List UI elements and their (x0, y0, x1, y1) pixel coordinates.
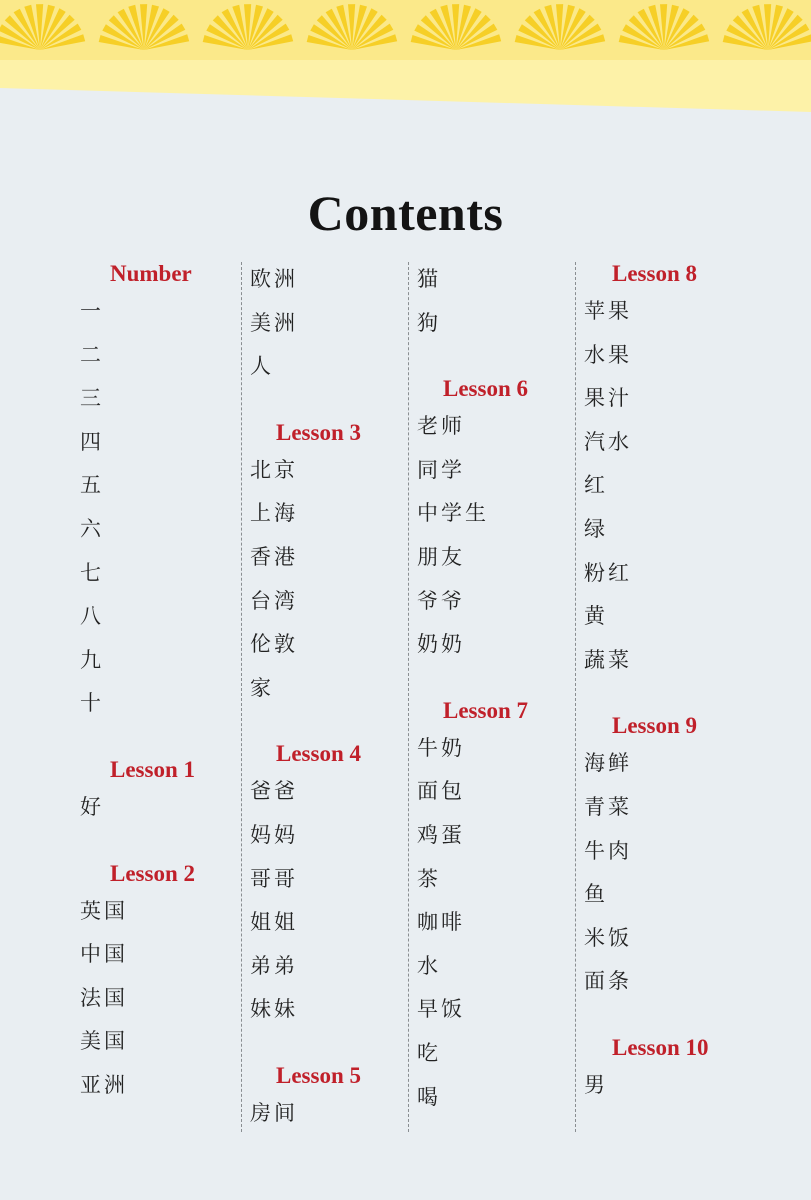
vocabulary-item: 水 (417, 953, 441, 978)
lesson-heading: Lesson 6 (443, 376, 528, 402)
section-gap (250, 389, 400, 417)
vocabulary-item: 水果 (584, 342, 632, 367)
vocabulary-item: 果汁 (584, 386, 632, 411)
vocabulary-item: 猫 (417, 267, 441, 291)
column-divider (241, 262, 242, 1132)
contents-column-3 (417, 258, 567, 1119)
vocabulary-item: 五 (80, 473, 104, 498)
vocabulary-item: 咖啡 (417, 910, 465, 935)
vocabulary-item: 红 (584, 473, 608, 498)
vocabulary-item: 海鲜 (584, 751, 632, 776)
vocabulary-item: 北京 (250, 457, 298, 482)
vocabulary-item: 蔬菜 (584, 647, 632, 672)
vocabulary-item: 中学生 (417, 501, 489, 526)
lesson-heading: Lesson 9 (612, 713, 697, 739)
vocabulary-item: 同学 (417, 457, 465, 482)
vocabulary-item: 十 (80, 691, 104, 716)
vocabulary-item: 苹果 (584, 299, 632, 323)
vocabulary-item: 二 (80, 342, 104, 367)
section-gap (80, 726, 230, 754)
vocabulary-item: 粉红 (584, 560, 632, 585)
contents-column-1 (80, 258, 230, 1108)
section-gap (584, 1004, 734, 1032)
vocabulary-item: 吃 (417, 1040, 441, 1065)
vocabulary-item: 四 (80, 429, 104, 454)
vocabulary-item: 三 (80, 386, 104, 411)
vocabulary-item: 茶 (417, 866, 441, 891)
column-divider (408, 262, 409, 1132)
vocabulary-item: 好 (80, 794, 104, 819)
section-gap (80, 830, 230, 858)
vocabulary-item: 英国 (80, 898, 128, 923)
contents-column-4 (584, 258, 734, 1108)
vocabulary-item: 爷爷 (417, 588, 465, 613)
vocabulary-item: 早饭 (417, 997, 465, 1022)
vocabulary-item: 房间 (250, 1100, 298, 1125)
vocabulary-item: 朋友 (417, 544, 465, 569)
vocabulary-item: 七 (80, 560, 104, 585)
vocabulary-item: 香港 (250, 544, 298, 569)
vocabulary-item: 法国 (80, 985, 128, 1010)
vocabulary-item: 美国 (80, 1029, 128, 1054)
page-title: Contents (307, 184, 504, 241)
section-gap (250, 710, 400, 738)
vocabulary-item: 哥哥 (250, 866, 298, 891)
vocabulary-item: 男 (584, 1072, 608, 1097)
vocabulary-item: 面包 (417, 779, 465, 804)
vocabulary-item: 亚洲 (80, 1072, 128, 1097)
decorative-banner (0, 0, 811, 150)
section-gap (417, 667, 567, 695)
section-gap (250, 1032, 400, 1060)
vocabulary-item: 上海 (250, 501, 298, 526)
vocabulary-item: 中国 (80, 942, 128, 967)
vocabulary-item: 老师 (417, 414, 465, 439)
vocabulary-item: 美洲 (250, 310, 298, 335)
vocabulary-item: 弟弟 (250, 953, 298, 978)
vocabulary-item: 姐姐 (250, 910, 298, 935)
vocabulary-item: 青菜 (584, 794, 632, 819)
vocabulary-item: 爸爸 (250, 779, 298, 804)
vocabulary-item: 六 (80, 516, 104, 541)
vocabulary-item: 妈妈 (250, 822, 298, 847)
vocabulary-item: 一 (80, 299, 104, 323)
vocabulary-item: 汽水 (584, 429, 632, 454)
lesson-heading: Number (110, 261, 192, 286)
vocabulary-item: 绿 (584, 516, 608, 541)
vocabulary-item: 八 (80, 604, 104, 629)
lesson-heading: Lesson 5 (276, 1062, 361, 1088)
lesson-heading: Lesson 8 (612, 261, 697, 286)
column-divider (575, 262, 576, 1132)
vocabulary-item: 台湾 (250, 588, 298, 613)
lesson-heading: Lesson 3 (276, 419, 361, 445)
lesson-heading: Lesson 10 (612, 1034, 709, 1060)
vocabulary-item: 九 (80, 647, 104, 672)
vocabulary-item: 妹妹 (250, 997, 298, 1022)
lesson-heading: Lesson 1 (110, 756, 195, 782)
vocabulary-item: 伦敦 (250, 632, 298, 657)
vocabulary-item: 家 (250, 675, 274, 700)
vocabulary-item: 鸡蛋 (417, 822, 465, 847)
vocabulary-item: 喝 (417, 1084, 441, 1109)
vocabulary-item: 人 (250, 354, 274, 379)
lesson-heading: Lesson 4 (276, 741, 361, 767)
vocabulary-item: 欧洲 (250, 267, 298, 291)
vocabulary-item: 牛肉 (584, 838, 632, 863)
vocabulary-item: 牛奶 (417, 735, 465, 760)
vocabulary-item: 鱼 (584, 882, 608, 907)
contents-column-2 (250, 258, 400, 1136)
vocabulary-item: 面条 (584, 969, 632, 994)
vocabulary-item: 狗 (417, 310, 441, 335)
section-gap (417, 345, 567, 373)
lesson-heading: Lesson 7 (443, 697, 528, 723)
vocabulary-item: 奶奶 (417, 632, 465, 657)
vocabulary-item: 米饭 (584, 925, 632, 950)
lesson-heading: Lesson 2 (110, 860, 195, 886)
vocabulary-item: 黄 (584, 604, 608, 629)
section-gap (584, 682, 734, 710)
